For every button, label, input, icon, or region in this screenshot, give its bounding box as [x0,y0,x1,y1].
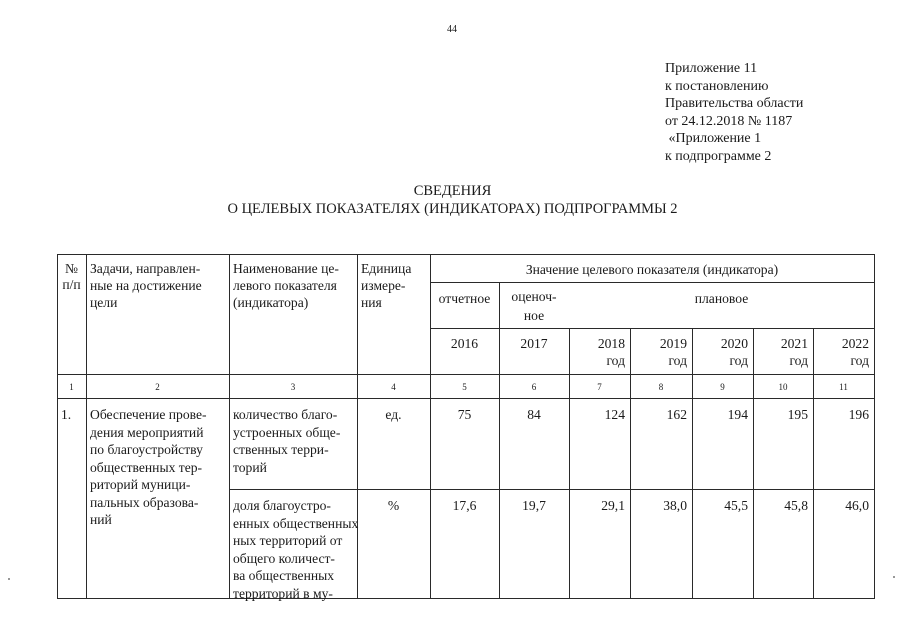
appendix-line: от 24.12.2018 № 1187 [665,113,793,129]
num-header: № [65,261,78,276]
task-text: по благоустройству [90,442,203,457]
year-header: 2020 [720,336,748,351]
year-unit-label: год [789,353,808,368]
task-text: ний [90,512,112,527]
indicator-name: ственных терри- [233,442,329,458]
table-grid-line [357,254,358,598]
table-grid-line [499,282,500,598]
planned-header: плановое [694,291,749,306]
task-text: дения мероприятий [90,424,204,440]
estimated-header: ное [523,308,545,323]
document-title: СВЕДЕНИЯ [413,183,492,199]
year-header: 2018 [597,336,625,351]
year-unit-label: год [729,353,748,368]
column-number: 2 [155,382,160,392]
indicator-header: левого показателя [233,278,337,293]
tasks-header: цели [90,295,118,310]
indicator-name: устроенных обще- [233,424,341,440]
indicator-value: 45,8 [784,498,808,513]
appendix-line: «Приложение 1 [665,131,762,146]
indicator-value: 45,5 [724,498,748,513]
year-unit-label: год [668,353,687,368]
appendix-line: к постановлению [665,78,769,94]
scan-speck [893,576,895,578]
table-grid-line [86,254,87,598]
indicator-name: енных общественных [233,515,359,531]
year-header: 2019 [659,336,687,351]
table-grid-line [430,282,875,283]
appendix-reference [665,60,803,165]
table-grid-line [57,254,875,255]
indicator-name: торий [233,459,267,475]
indicator-name: ных территорий от [233,533,343,549]
year-unit-label: год [606,353,625,368]
tasks-header: ные на достижение [90,278,202,293]
indicator-name: доля благоустро- [233,498,331,513]
indicator-value: 75 [457,407,472,422]
year-header: 2016 [450,336,479,351]
reported-header: отчетное [438,291,491,306]
column-number: 1 [69,382,74,392]
unit-header: ния [361,295,382,310]
indicator-header: Наименование це- [233,261,339,276]
scan-speck [8,578,10,580]
column-number: 5 [462,382,467,392]
column-number: 6 [531,382,537,392]
indicator-value: 17,6 [452,498,477,513]
indicator-name: количество благо- [233,407,338,422]
table-grid-line [57,254,58,598]
column-number: 7 [597,382,602,392]
row-number: 1. [61,407,72,422]
indicator-value: 196 [848,407,869,422]
table-grid-line [229,254,230,598]
indicator-value: 29,1 [601,498,625,513]
table-grid-line [430,328,875,329]
indicator-value: 124 [604,407,625,422]
column-number: 11 [839,382,848,392]
indicator-value: 19,7 [522,498,546,513]
task-text: пальных образова- [90,494,199,510]
column-number: 10 [778,382,788,392]
indicator-value: 162 [666,407,687,422]
table-grid-line [874,254,875,598]
appendix-line: к подпрограмме 2 [665,148,772,164]
num-header: п/п [62,277,81,292]
indicator-name: общего количест- [233,550,335,566]
estimated-header: оценоч- [511,289,557,304]
year-unit-label: год [850,353,869,368]
indicator-value: 194 [727,407,748,422]
column-number: 8 [658,382,664,392]
indicator-name: территорий в му- [233,586,333,601]
task-text: Обеспечение прове- [90,407,207,422]
column-number: 3 [290,382,296,392]
task-text: общественных тер- [90,459,203,475]
indicator-value: 195 [787,407,808,422]
value-group-header: Значение целевого показателя (индикатора) [525,262,779,277]
document-subtitle: О ЦЕЛЕВЫХ ПОКАЗАТЕЛЯХ (ИНДИКАТОРАХ) ПОДПРОГРАММЫ 2 [227,201,678,217]
indicator-unit: ед. [385,407,402,422]
year-header: 2017 [520,336,548,351]
indicator-value: 84 [527,407,541,422]
column-number: 4 [391,382,396,392]
table-grid-line [229,489,875,490]
task-text: риторий муници- [90,477,191,492]
page-number: 44 [447,24,457,35]
unit-header: Единица [361,261,412,276]
appendix-line: Приложение 11 [665,61,758,76]
table-grid-line [57,598,875,599]
unit-header: измере- [361,278,406,293]
indicator-name: ва общественных [233,568,335,584]
indicator-unit: % [387,498,400,513]
column-number: 9 [720,382,725,392]
year-header: 2021 [780,336,808,351]
appendix-line: Правительства области [665,96,804,111]
indicator-header: (индикатора) [233,295,309,310]
tasks-header: Задачи, направлен- [90,261,201,276]
indicator-value: 46,0 [845,498,869,513]
indicator-value: 38,0 [663,498,687,513]
year-header: 2022 [841,336,869,351]
